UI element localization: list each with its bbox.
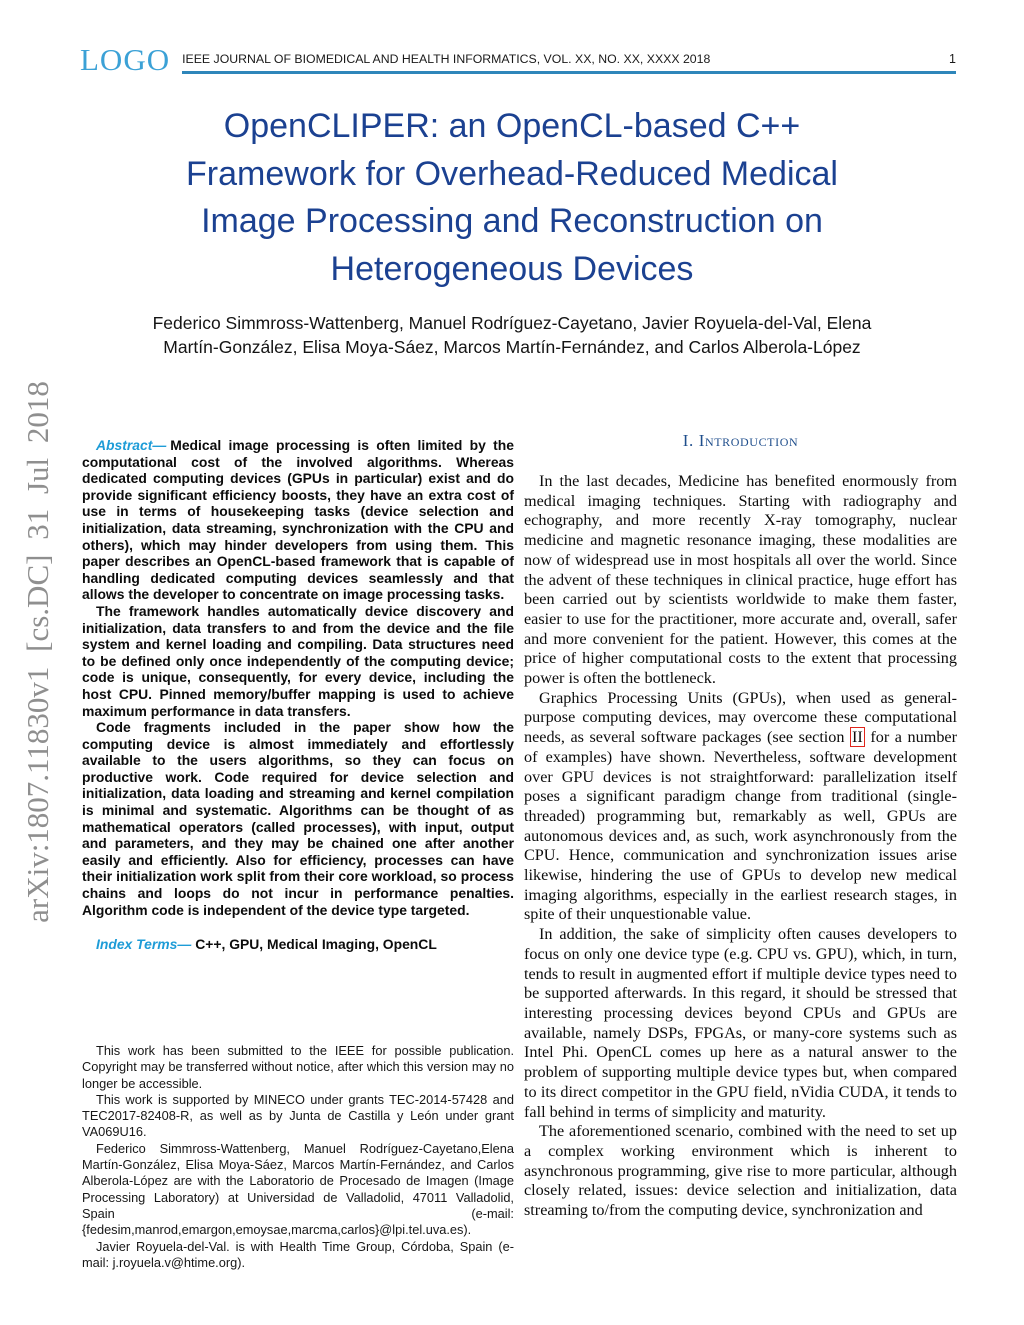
arxiv-watermark: arXiv:1807.11830v1 [cs.DC] 31 Jul 2018 — [20, 381, 55, 923]
title-line: Framework for Overhead-Reduced Medical — [186, 154, 838, 193]
intro-paragraph: In the last decades, Medicine has benefited enormously from medical imaging techniques. Starting with radiography and echography, and more recently X-ray tomography, nuclear medicine and magnetic resonance imaging, these modalities are now of widespread use in most hospitals all over the world. Since the advent of these techniques in clinical practice, huge effort has been carried out by scientists worldwide to make them faster, easier to use for the practitioner, more accurate and, overall, safer and more convenient for the patient. However, this comes at the price of higher computational costs to the extent that processing power is often the bottleneck. — [524, 472, 957, 688]
footnote: This work has been submitted to the IEEE for possible publication. Copyright may be transferred without notice, after which this version may no longer be accessible. — [82, 1043, 514, 1091]
index-terms — [82, 936, 514, 953]
title-line: Heterogeneous Devices — [330, 249, 694, 288]
title-line: Image Processing and Reconstruction on — [201, 202, 823, 240]
footnote: Federico Simmross-Wattenberg, Manuel Rodríguez-Cayetano,Elena Martín-González, Elisa Moya-Sáez, Marcos Martín-Fernández, and Carlos Alberola-López are with the Laboratorio de Procesado de Imagen (Image Processing Laboratory) at Universidad de Valladolid, 47011 Valladolid, Spain (e-mail: {fedesim,manrod,emargon,emoysae,marcma,carlos}@lpi.tel.uva.es). — [82, 1140, 514, 1238]
abstract-paragraph — [82, 437, 514, 603]
intro-paragraph — [524, 689, 957, 925]
title-line: OpenCLIPER: an OpenCL-based C++ — [223, 107, 801, 145]
abstract-paragraph: The framework handles automatically device discovery and initialization, data transfers to and from the device and the file system and kernel loading and compiling. Data structures need to be defined only once independently of the computing device; code is unique, consequently, for every device, including the host CPU. Pinned memory/buffer mapping is used to achieve maximum performance in data transfers. — [82, 602, 514, 719]
intro-paragraph: In addition, the sake of simplicity often causes developers to focus on only one device type (e.g. CPU vs. GPU), which, in turn, tends to result in augmented effort if multiple device types need to be supported afterwards. In this regard, it should be stressed that interesting processing devices beyond CPUs and GPUs are available, namely DSPs, FPGAs, or many-core systems such as Intel Phi. OpenCL comes up here as a natural answer to the problem of supporting multiple device types but, when compared to its direct competitor in the GPU field, nVidia CUDA, it tends to fall behind in terms of simplicity and maturity. — [524, 925, 957, 1121]
intro-paragraph-text: Graphics Processing Units (GPUs), when used as general-purpose computing devices, may overcome these computational needs, as several software packages (see section — [524, 688, 957, 747]
header-rule — [182, 71, 956, 74]
journal-logo: LOGO — [80, 42, 171, 77]
abstract-section — [82, 437, 514, 953]
introduction-section — [524, 431, 957, 1261]
header-text-row — [182, 52, 956, 71]
intro-paragraph-text: for a number of examples) have shown. Nevertheless, software development over GPU devices is not straightforward: parallelization itself poses a significant paradigm change from traditional (single-threaded) programming but, remarkably as well, GPUs are autonomous devices and, as such, work asynchronously from the CPU. Hence, communication and synchronization issues arise likewise, hindering the use of GPUs to develop new medical imaging algorithms, especially in the earliest research stages, in spite of their unquestionable value. — [524, 728, 957, 924]
section-ref-link[interactable]: II — [852, 728, 863, 747]
authors-line: Martín-González, Elisa Moya-Sáez, Marcos Martín-Fernández, and Carlos Alberola-López — [163, 336, 861, 357]
abstract-label: Abstract— — [96, 437, 167, 453]
footnote: This work is supported by MINECO under grants TEC-2014-57428 and TEC2017-82408-R, as well as by Junta de Castilla y León under grant VA069U16. — [82, 1091, 514, 1140]
index-terms-text: C++, GPU, Medical Imaging, OpenCL — [195, 936, 437, 953]
index-terms-label: Index Terms— — [96, 936, 192, 953]
abstract-text: Medical image processing is often limited by the computational cost of the involved algorithms. Whereas dedicated computing devices (GPUs in particular) exist and do provide significant efficiency boosts, they have an extra cost of use in terms of housekeeping tasks (device selection and initialization, data streaming, synchronization with the CPU and others), which may hinder developers from using them. This paper describes an OpenCL-based framework that is capable of handling dedicated computing devices seamlessly and that allows the developer to concentrate on image processing tasks. — [82, 437, 514, 603]
footnotes — [82, 1043, 514, 1271]
authors — [82, 312, 942, 359]
journal-name: IEEE JOURNAL OF BIOMEDICAL AND HEALTH INFORMATICS, VOL. XX, NO. XX, XXXX 2018 — [182, 52, 711, 66]
footnote: Javier Royuela-del-Val. is with Health Time Group, Córdoba, Spain (e-mail: j.royuela.v@htime.org). — [82, 1238, 514, 1270]
paper-title — [82, 103, 942, 293]
header-right — [182, 52, 956, 74]
journal-header — [80, 42, 956, 77]
abstract-paragraph: Code fragments included in the paper show how the computing device is almost immediately and effortlessly available to the users algorithms, so they can focus on productive work. Code required for device selection and initialization, data loading and streaming and kernel compilation is minimal and systematic. Algorithms can be thought of as mathematical operators (called processes), with input, output and parameters, and they may be chained one after another easily and efficiently. Also for efficiency, processes can have their initialization work split from their core workload, so process chains and loops do not incur in performance penalties. Algorithm code is independent of the device type targeted. — [82, 719, 514, 918]
page-number: 1 — [949, 52, 956, 66]
authors-line: Federico Simmross-Wattenberg, Manuel Rodríguez-Cayetano, Javier Royuela-del-Val, Elena — [152, 313, 872, 333]
introduction-heading: I. Introduction — [682, 431, 799, 450]
intro-paragraph: The aforementioned scenario, combined with the need to set up a complex working environment which is inherent to asynchronous programming, give rise to more particular, although closely related, issues: device selection and initialization, data streaming to/from the computing device, synchronization and — [524, 1122, 957, 1220]
